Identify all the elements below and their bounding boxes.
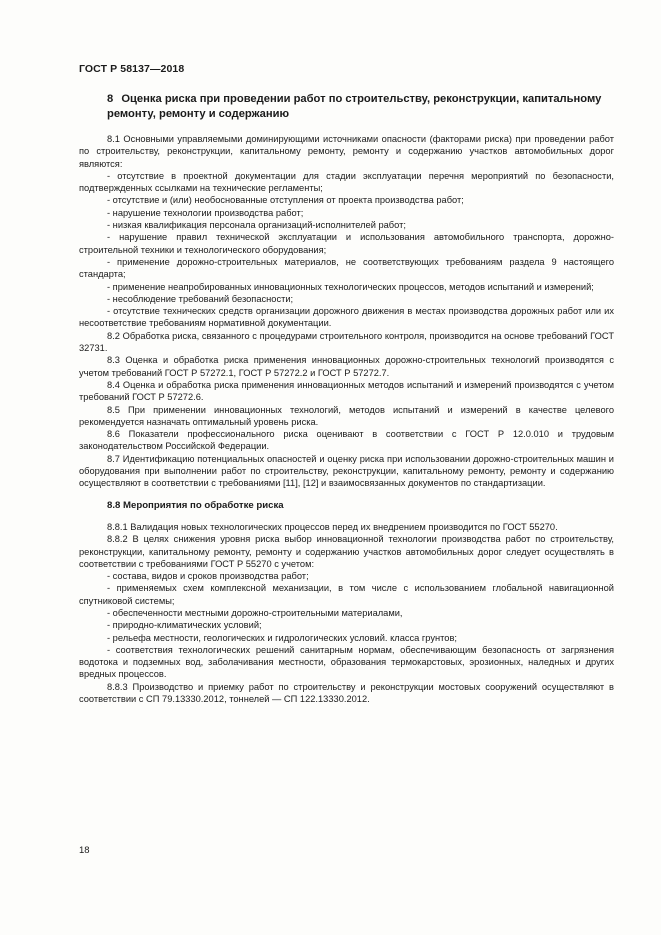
list-item: - применение неапробированных инновационных технологических процессов, методов испытаний и измерений; [107,281,594,292]
paragraphs-group-b [79,521,614,705]
list-item: - отсутствие в проектной документации для стадии эксплуатации перечня мероприятий по безопасности, подтвержденных ссылками на технические регламенты; [79,170,614,194]
paragraph: 8.5 При применении инновационных технологий, методов испытаний и измерений в качестве целевого рекомендуется назначать оптимальный уровень риска. [79,404,614,427]
list-item: - нарушение правил технической эксплуатации и использования автомобильного транспорта, дорожно-строительной техники и технологического оборудования; [79,232,614,255]
list-item: - рельефа местности, геологических и гидрологических условий. класса грунтов; [107,632,457,643]
paragraph: 8.7 Идентификацию потенциальных опасностей и оценку риска при использовании дорожно-строительных машин и оборудования при выполнении работ по строительству, реконструкции, капитальному ремонту, ремонту и содержанию осуществляют в соответствии с требованиями [11], [12] и взаимосвязанных документов по стандартизации. [79,453,614,489]
paragraph: 8.3 Оценка и обработка риска применения инновационных дорожно-строительных технологий производятся с учетом требований ГОСТ Р 57272.1, ГОСТ Р 57272.2 и ГОСТ Р 57272.7. [79,355,614,378]
section-number: 8 [107,93,114,105]
list-item: - отсутствие и (или) необоснованные отступления от проекта производства работ; [107,195,464,206]
list-item: - применяемых схем комплексной механизации, в том числе с использованием глобальной навигационной спутниковой системы; [79,583,614,606]
subsection-title: 8.8 Мероприятия по обработке риска [107,499,284,511]
section-title-text: Оценка риска при проведении работ по строительству, реконструкции, капитальному ремонту, ремонту и содержанию [107,93,602,120]
paragraph: 8.8.2 В целях снижения уровня риска выбор инновационной технологии производства работ по строительству, реконструкции, капитальному ремонту, ремонту и содержанию участков автомобильных дорог следует осуществлять в соответствии с требованиями ГОСТ Р 55270 с учетом: [79,534,614,569]
list-item: - состава, видов и сроков производства работ; [107,571,309,582]
section-title [79,92,614,121]
paragraph: 8.6 Показатели профессионального риска оценивают в соответствии с ГОСТ Р 12.0.010 и трудовым законодательством Российской Федерации. [79,429,614,452]
list-item: - обеспеченности местными дорожно-строительными материалами, [107,607,403,618]
paragraph: 8.8.1 Валидация новых технологических процессов перед их внедрением производится по ГОСТ 55270. [107,521,558,532]
list-item: - нарушение технологии производства работ; [107,207,304,218]
page-content [79,92,614,705]
page-number: 18 [79,845,90,856]
list-item: - природно-климатических условий; [107,620,262,631]
list-item: - применение дорожно-строительных материалов, не соответствующих требованиям раздела 9 настоящего стандарта; [79,256,614,280]
list-item: - несоблюдение требований безопасности; [107,293,294,304]
document-header: ГОСТ Р 58137—2018 [79,63,185,75]
paragraph: 8.1 Основными управляемыми доминирующими источниками опасности (факторами риска) при проведении работ по строительству, реконструкции, капитальному ремонту, ремонту и содержанию участков автомобильных дорог являются: [79,134,614,169]
paragraph: 8.2 Обработка риска, связанного с процедурами строительного контроля, производится на основе требований ГОСТ 32731. [79,330,614,354]
paragraphs-group-a [79,133,614,490]
list-item: - отсутствие технических средств организации дорожного движения в местах производства дорожных работ или их несоответствие требованиям нормативной документации. [79,306,614,329]
list-item: - соответствия технологических решений санитарным нормам, обеспечивающим безопасность от загрязнения водотока и подземных вод, заболачивания местности, образования термокарстовых, эрозионных, наледных и других вредных процессов. [79,644,614,680]
paragraph: 8.4 Оценка и обработка риска применения инновационных методов испытаний и измерений производятся с учетом требований ГОСТ Р 57272.6. [79,379,614,403]
list-item: - низкая квалификация персонала организаций-исполнителей работ; [107,220,406,231]
paragraph: 8.8.3 Производство и приемку работ по строительству и реконструкции мостовых сооружений осуществляют в соответствии с СП 79.13330.2012, тоннелей — СП 122.13330.2012. [79,681,614,705]
